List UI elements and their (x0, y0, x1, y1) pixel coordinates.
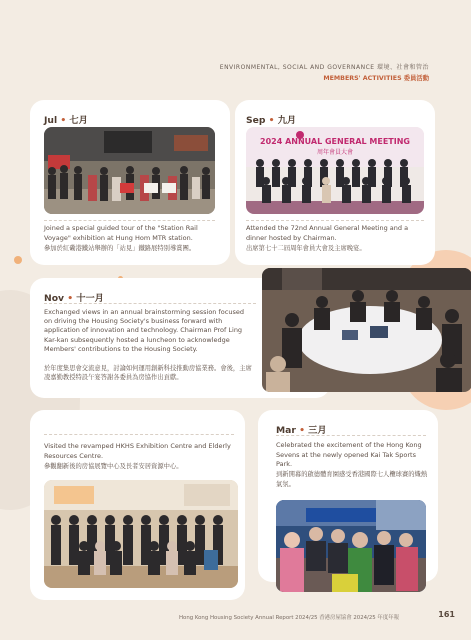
agm-banner-title: 2024 ANNUAL GENERAL MEETING (260, 137, 410, 146)
photo-brainstorming-session (262, 268, 471, 392)
caption-en-jul: Joined a special guided tour of the "Station Rail Voyage" exhibition at Hung Hom MTR station. (44, 224, 198, 242)
divider (276, 435, 426, 436)
caption-zh-mar: 到新開幕的啟德體育園感受香港國際七人欖球賽的熾熱氣氛。 (276, 471, 428, 488)
month-label-sep: Sep • 九月 (246, 115, 297, 126)
month-label-nov: Nov • 十一月 (44, 293, 104, 304)
caption-en-mar: Celebrated the excitement of the Hong Kong Sevens at the newly opened Kai Tak Sports Park. (276, 441, 422, 469)
caption-en-sep: Attended the 72nd Annual General Meeting and a dinner hosted by Chairman. (246, 224, 409, 242)
photo-hong-kong-sevens (276, 500, 426, 592)
decorative-dot (14, 256, 22, 264)
photo-rail-exhibition (44, 127, 215, 214)
divider (44, 434, 234, 435)
month-label-jul: Jul • 七月 (44, 115, 88, 126)
caption-en-exhibition: Visited the revamped HKHS Exhibition Centre and Elderly Resources Centre. (44, 442, 231, 460)
page-number: 161 (438, 610, 455, 619)
divider (44, 220, 215, 221)
photo-annual-general-meeting (246, 127, 424, 214)
caption-zh-nov: 於年度集思會交流意見，討論如何運用創新科技推動房協業務。會後，主席凌嘉勤教授特設午宴答謝各委員為房協作出貢獻。 (44, 365, 252, 382)
caption-zh-sep: 出席第七十二屆周年會員大會及主席晚宴。 (246, 245, 366, 252)
caption-zh-jul: 參加於紅磡港鐵站舉辦的「站見」鐵路展特別導賞團。 (44, 245, 196, 252)
agm-banner-subtitle: 周年會員大會 (316, 149, 354, 156)
section-header: ENVIRONMENTAL, SOCIAL AND GOVERNANCE 環境、社會和管治 (219, 64, 429, 71)
divider (44, 303, 256, 304)
footer-report-title: Hong Kong Housing Society Annual Report 2024/25 香港房屋協會 2024/25 年度年報 (178, 615, 399, 621)
subsection-header: MEMBERS' ACTIVITIES 委員活動 (323, 75, 429, 82)
photo-exhibition-centre-visit (44, 480, 238, 588)
divider (246, 220, 424, 221)
caption-zh-exhibition: 參觀翻新後的房協展覽中心及長者安居資源中心。 (44, 463, 183, 470)
caption-en-nov: Exchanged views in an annual brainstorming session focused on driving the Housing Society's business forward with application of innovation and technology. Chairman Prof Ling Kar-kan subsequently hosted a luncheon to acknowledge Members' contributions to the Housing Society. (44, 308, 244, 353)
month-label-mar: Mar • 三月 (276, 425, 327, 436)
